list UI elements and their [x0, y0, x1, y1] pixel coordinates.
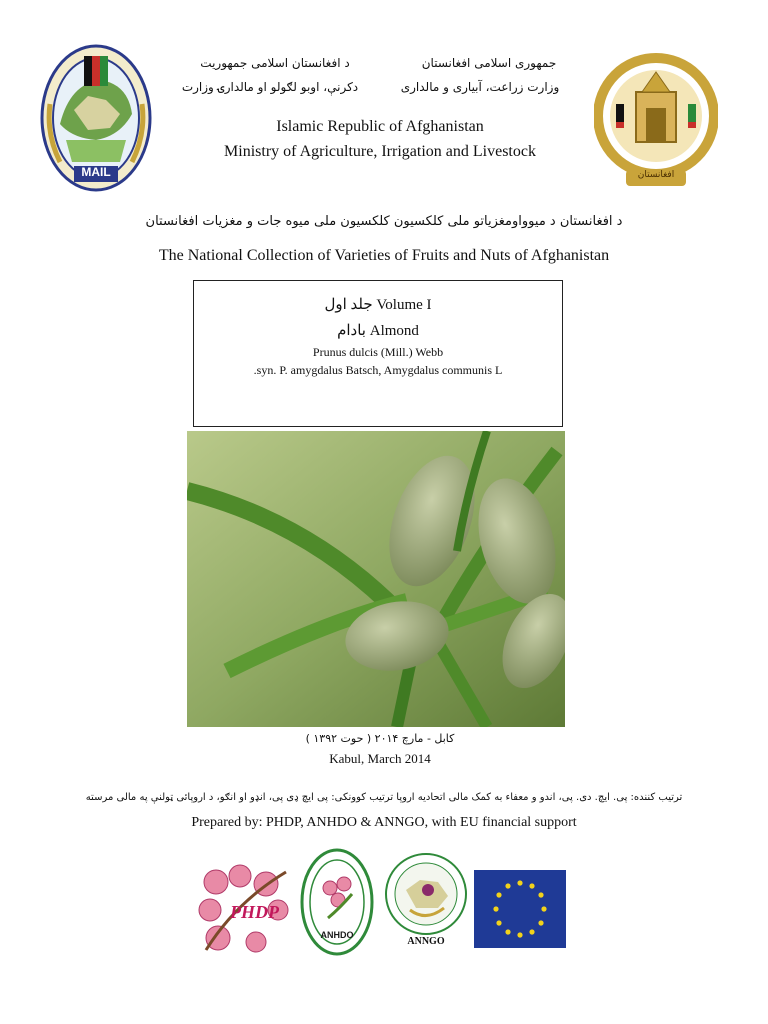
species-label: بادام Almond: [337, 323, 419, 339]
prepared-en: Prepared by: PHDP, ANHDO & ANNGO, with EU financial support: [191, 815, 577, 830]
scientific-name: Prunus dulcis (Mill.) Webb: [312, 345, 444, 359]
anngo-logo-text: ANNGO: [407, 936, 445, 947]
left-dari-line1: د افغانستان اسلامی جمهوریت: [200, 56, 350, 70]
left-dari-line2: دکرنې، اوبو لګولو او مالدارۍ وزارت: [181, 80, 359, 94]
anngo-logo: [384, 850, 468, 950]
right-dari-line2: وزارت زراعت، آبیاری و مالداری: [400, 80, 560, 94]
collection-en-title: The National Collection of Varieties of Fruits and Nuts of Afghanistan: [158, 247, 610, 264]
anhdo-logo-text: ANHDO: [320, 930, 354, 940]
prepared-dari: ترتیب کننده: پی. ایچ. دی. پی، اندو و معفاء به کمک مالی اتحادیه اروپا ترتیب کوونکی: پی ایچ ډی پی، انډو او انګو، د اروپائی ټولنې په مالی مرسته: [85, 792, 683, 803]
ministry-title: Ministry of Agriculture, Irrigation and Livestock: [224, 143, 536, 160]
afghanistan-emblem: [594, 42, 718, 192]
emblem-text: افغانستان: [637, 170, 675, 180]
right-dari-line1: جمهوری اسلامی افغانستان: [421, 56, 557, 70]
anhdo-logo: [300, 848, 374, 956]
eu-flag: [474, 870, 566, 948]
synonyms: .syn. P. amygdalus Batsch, Amygdalus communis L: [253, 363, 503, 377]
volume-box: [193, 280, 563, 427]
date-dari: کابل - مارچ ۲۰۱۴ ( حوت ۱۳۹۲ ): [305, 732, 455, 745]
almond-photo: [187, 431, 565, 727]
mail-logo: [40, 44, 152, 192]
volume-label: جلد اول Volume I: [324, 297, 432, 313]
phdp-logo: [196, 862, 294, 954]
country-title: Islamic Republic of Afghanistan: [276, 118, 484, 135]
date-en: Kabul, March 2014: [329, 751, 431, 766]
collection-dari-title: د افغانستان د میوواومغزیاتو ملی کلکسیون کلکسیون ملی میوه جات و مغزیات افغانستان: [145, 214, 623, 229]
mail-logo-text: MAIL: [81, 165, 111, 179]
phdp-logo-text: PHDP: [230, 902, 279, 922]
